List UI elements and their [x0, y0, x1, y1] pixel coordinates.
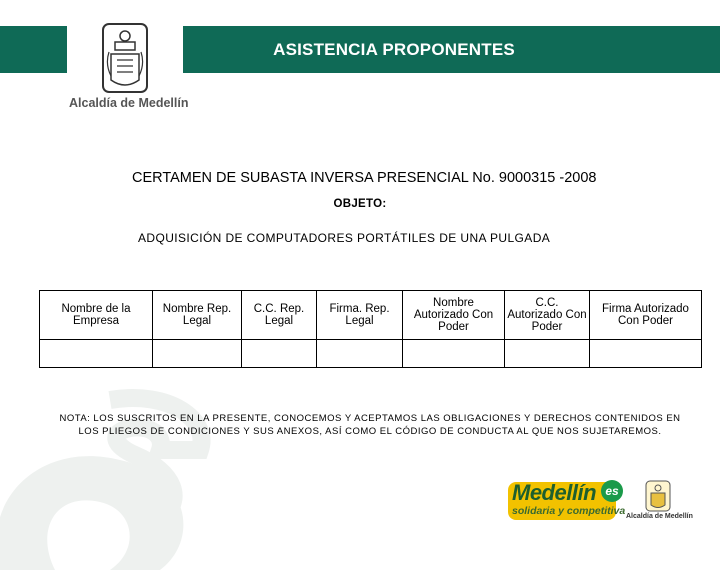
- table-cell[interactable]: [403, 340, 505, 368]
- medellin-brand-badge: es: [601, 480, 623, 502]
- logo-caption: Alcaldía de Medellín: [69, 96, 189, 110]
- table-cell[interactable]: [242, 340, 317, 368]
- col-header-nombre-autorizado: Nombre Autorizado Con Poder: [403, 291, 505, 340]
- page-title: ASISTENCIA PROPONENTES: [273, 40, 515, 59]
- nota-text: NOTA: LOS SUSCRITOS EN LA PRESENTE, CONOCEMOS Y ACEPTAMOS LAS OBLIGACIONES Y DERECHOS CONTENIDOS EN LOS PLIEGOS DE CONDICIONES Y SUS ANEXOS, ASÍ COMO EL CÓDIGO DE CONDUCTA AL QUE NOS SUJETAREMOS.: [59, 413, 681, 437]
- col-header-nombre-rep-legal: Nombre Rep. Legal: [153, 291, 242, 340]
- footer-coat-of-arms-icon: [645, 480, 671, 512]
- col-header-nombre-empresa: Nombre de la Empresa: [40, 291, 153, 340]
- col-header-cc-autorizado: C.C. Autorizado Con Poder: [505, 291, 590, 340]
- coat-of-arms-icon: [101, 22, 149, 94]
- objeto-value: ADQUISICIÓN DE COMPUTADORES PORTÁTILES DE UNA PULGADA: [138, 231, 551, 245]
- medellin-brand-slogan: solidaria y competitiva: [512, 505, 626, 517]
- table-cell[interactable]: [590, 340, 702, 368]
- table-cell[interactable]: [505, 340, 590, 368]
- footer-seal-caption: Alcaldía de Medellín: [626, 513, 693, 520]
- col-header-firma-rep-legal: Firma. Rep. Legal: [317, 291, 403, 340]
- objeto-label: OBJETO:: [333, 198, 387, 210]
- table-row: [40, 340, 702, 368]
- col-header-firma-autorizado: Firma Autorizado Con Poder: [590, 291, 702, 340]
- table-cell[interactable]: [153, 340, 242, 368]
- table-header-row: [40, 291, 702, 340]
- col-header-cc-rep-legal: C.C. Rep. Legal: [242, 291, 317, 340]
- medellin-brand-name: Medellín: [512, 480, 597, 505]
- table-cell[interactable]: [317, 340, 403, 368]
- document-title: CERTAMEN DE SUBASTA INVERSA PRESENCIAL No. 9000315 -2008: [132, 170, 597, 186]
- attendance-table: [39, 290, 702, 368]
- table-cell[interactable]: [40, 340, 153, 368]
- decorative-es-watermark: [0, 380, 220, 580]
